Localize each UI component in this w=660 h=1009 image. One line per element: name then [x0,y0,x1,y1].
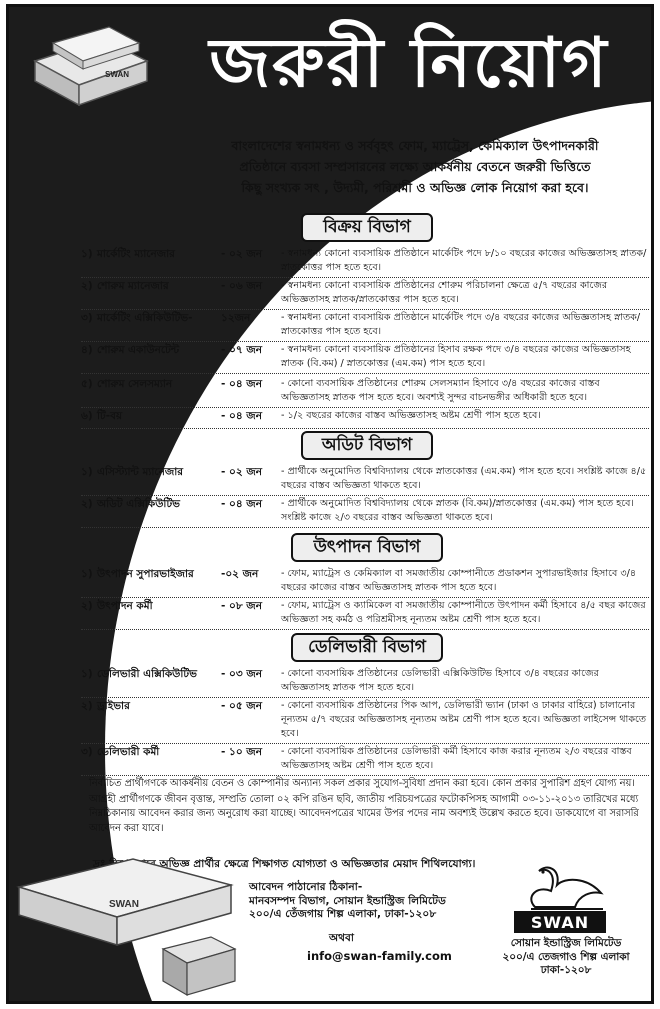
post-requirement: - প্রার্থীকে অনুমোদিত বিশ্ববিদ্যালয় থেকে স্নাতকোত্তর (এম.কম) পাস হতে হবে। সংশ্লিষ্ট কাজে ৪/৫ বছরের বাস্তব অভিজ্ঞতা থাকতে হবে। [281,466,647,491]
post-count: - ০৩ জন [221,668,262,680]
post-count: - ০২ জন [221,248,262,260]
job-row [81,699,649,744]
post-title: মার্কেটিং ম্যানেজার [97,248,175,260]
post-requirement: - কোনো ব্যবসায়িক প্রতিষ্ঠানের ডেলিভারী কর্মী হিসাবে কাজ করার নূন্যতম ২/৩ বছরের বাস্তব অভিজ্ঞতাসহ অষ্টম শ্রেণী পাস হতে হবে। [281,746,632,771]
special-note: দ্রঃ বিশেষভাবে অভিজ্ঞ প্রার্থীর ক্ষেত্রে শিক্ষাগত যোগ্যতা ও অভিজ্ঞতার মেয়াদ শিথিলযোগ্য। [93,858,476,870]
post-title: এসিস্ট্যান্ট ম্যানেজার [97,466,184,478]
post-title: শোরুম ম্যানেজার [97,280,169,292]
mattress-illustration-bottom [13,845,239,1004]
dept-header-audit: অডিট বিভাগ [301,431,433,460]
post-count: - ১০ জন [221,746,262,758]
company-line: ২০০/এ তেজগাও শিল্প এলাকা [502,950,630,963]
post-title: ড্রাইভার [97,700,130,712]
post-requirement: - স্বনামধন্য কোনো ব্যবসায়িক প্রতিষ্ঠানের শোরুম পরিচালনা ক্ষেত্রে ৫/৭ বছরের কাজের অভিজ্ঞতাসহ স্নাতক/স্নাতকোত্তর পাস হতে হবে। [281,280,608,305]
address-line: ২০০/এ তেঁজগায় শিল্প এলাকা, ঢাকা-১২০৮ [249,908,437,920]
post-requirement: - ১/২ বছরের কাজের বাস্তব অভিজ্ঞতাসহ অষ্টম শ্রেণী পাস হতে হবে। [281,410,541,421]
row-number: ৫) [81,378,93,390]
post-requirement: - কোনো ব্যবসায়িক প্রতিষ্ঠানের ডেলিভারী এক্সিকিউটিভ হিসাবে ৩/৪ বছরের কাজের অভিজ্ঞতাসহ স্নাতক পাস হতে হবে। [281,668,599,693]
row-number: ৬) [81,410,93,422]
post-count: ১২জন [221,312,251,324]
row-number: ১) [81,568,93,580]
post-title: ডেলিভারী এক্সিকিউটিভ [97,668,197,680]
post-title: উৎপাদন কর্মী [97,600,153,612]
row-number: ১) [81,248,93,260]
post-count: -০২ জন [221,568,259,580]
post-count: - ০৪ জন [221,410,262,422]
post-requirement: - ফোম, ম্যাট্রেস ও কেমিক্যাল বা সমজাতীয় কোম্পানীতে প্রডাকশন সুপারভাইজার হিসাবে ৩/৪ বছরের কাজের বাস্তব অভিজ্ঞতাসহ স্নাতক পাস হতে হবে। [281,568,637,593]
row-number: ২) [81,700,93,712]
job-row [81,409,649,429]
terms-paragraph: আগ্রহী প্রার্থীগণকে জীবন বৃত্তান্ত, সম্প্রতি তোলা ০২ কপি রঙিন ছবি, জাতীয় পরিচয়পত্রের ফটোকপিসহ আগামী ০৩-১১-২০১৩ তারিখের মধ্যে নিম্নঠিকানায় আবেদন করার জন্য অনুরোধ করা যাচ্ছে। আবেদনপত্রের খামের উপর পদের নাম অবশ্যই উল্লেখ করতে হবে। ডাকযোগে বা সরাসরি আবেদন করা যাবে। [89,793,639,834]
post-title: ডেলিভারী কর্মী [97,746,160,758]
intro-line: কিছু সংখ্যক সৎ , উদ্যমী, পরিশ্রমী ও অভিজ্ঞ লোক নিয়োগ করা হবে। [241,180,589,195]
intro-line: বাংলাদেশের স্বনামধন্য ও সর্ববৃহৎ ফোম, ম্যাট্রেস, কেমিক্যাল উৎপাদনকারী [231,138,599,153]
company-line: সোয়ান ইন্ডাস্ট্রিজ লিমিটেড [510,937,622,949]
post-requirement: - প্রার্থীকে অনুমোদিত বিশ্ববিদ্যালয় থেকে স্নাতক (বি.কম)/স্নাতকোত্তর (এম.কম) পাস হতে হবে। সংশ্লিষ্ট কাজে ২/৩ বছরের বাস্তব অভিজ্ঞতা থাকতে হবে। [281,498,634,523]
terms-text [89,777,649,837]
or-text: অথবা [329,932,355,944]
address-line: আবেদন পাঠানোর ঠিকানা- [249,881,363,893]
post-count: - ০৭ জন [221,344,262,356]
row-number: ৩) [81,746,93,758]
brand-logo-text: SWAN [514,911,606,933]
post-title: শোরুম একাউনটেন্ট [97,344,180,356]
job-row [81,343,649,374]
row-number: ১) [81,466,93,478]
post-requirement: - কোনো ব্যবসায়িক প্রতিষ্ঠানের পিক আপ, ডেলিভারী ভ্যান (ঢাকা ও ঢাকার বাহিরে) চালানোর নূন্যতম ৫/৭ বছরের অভিজ্ঞতাসহ নূন্যতম অষ্টম শ্রেণী পাস হতে হবে। অভিজ্ঞতা লাইসেন্স থাকতে হবে। [281,700,647,739]
row-number: ৩) [81,312,93,324]
company-address [477,937,654,978]
intro-text [181,135,649,198]
post-requirement: - স্বনামধন্য কোনো ব্যবসায়িক প্রতিষ্ঠানে মার্কেটিং পদে ৩/৪ বছরের কাজের অভিজ্ঞতাসহ স্নাতক/স্নাতকোত্তর পাস হতে হবে। [281,312,641,337]
job-row [81,599,649,630]
row-number: ২) [81,498,93,510]
row-number: ১) [81,668,93,680]
row-number: ২) [81,600,93,612]
mattress-brand-label-top: SWAN [105,70,129,79]
post-requirement: - স্বনামধন্য কোনো ব্যবসায়িক প্রতিষ্ঠানের হিসাব রক্ষক পদে ৩/৪ বছরের কাজের অভিজ্ঞতাসহ স্নাতক (বি.কম) / স্নাতকোত্তর (এম.কম) পাস হতে হবে। [281,344,631,369]
job-row [81,247,649,278]
dept-header-production: উৎপাদন বিভাগ [291,533,443,562]
post-title: অডিট এক্সিকিউটিভ [97,498,180,510]
row-number: ৪) [81,344,93,356]
post-requirement: - স্বনামধন্য কোনো ব্যবসায়িক প্রতিষ্ঠানে মার্কেটিং পদে ৮/১০ বছরের কাজের অভিজ্ঞতাসহ স্নাতক/স্নাতকোত্তর পাস হতে হবে। [281,248,647,273]
job-row [81,497,649,528]
post-count: - ০৮ জন [221,600,262,612]
post-requirement: - কোনো ব্যবসায়িক প্রতিষ্ঠানের শোরুম সেলসম্যান হিসাবে ৩/৪ বছরের কাজের বাস্তব অভিজ্ঞতাসহ স্নাতক পাস হতে হবে। অবশ্যই সুন্দর বাচনভঙ্গীর অধিকারী হতে হবে। [281,378,600,403]
post-requirement: - ফোম, ম্যাট্রেস ও ক্যামিকেল বা সমজাতীয় কোম্পানীতে উৎপাদন কর্মী হিসাবে ৪/৫ বছর কাজের অভিজ্ঞতা সহ কর্মঠ ও পরিশ্রমীসহ নূন্যতম অষ্টম শ্রেণী পাস হতে হবে। [281,600,646,625]
post-title: মার্কেটিং এক্সিকিউটিভ- [97,312,193,324]
job-row [81,465,649,496]
post-count: - ০৬ জন [221,280,262,292]
post-count: - ০৪ জন [221,498,262,510]
job-row [81,377,649,408]
post-count: - ০৫ জন [221,700,262,712]
post-count: - ০৪ জন [221,378,262,390]
terms-paragraph: নির্বাচিত প্রার্থীগণকে আকর্ষনীয় বেতন ও কোম্পানীর অন্যান্য সকল প্রকার সুযোগ-সুবিধা প্রদান করা হবে। কোন প্রকার সুপারিশ গ্রহণ যোগ্য নয়। [89,778,635,789]
post-title: উৎপাদন সুপারভাইজার [97,568,194,580]
company-line: ঢাকা-১২০৮ [540,964,592,976]
advertisement [6,4,654,1004]
email-link[interactable]: info@swan-family.com [307,949,452,963]
job-row [81,311,649,342]
application-address [249,881,499,922]
row-number: ২) [81,280,93,292]
post-title: টি-বয় [97,410,123,422]
mattress-illustration-top [25,21,155,117]
job-row [81,567,649,598]
post-title: শোরুম সেলসম্যান [97,378,173,390]
job-row [81,745,649,776]
swan-logo-icon [517,863,609,913]
post-count: - ০২ জন [221,466,262,478]
dept-header-delivery: ডেলিভারী বিভাগ [291,633,443,662]
headline: জরুরী নিয়োগ [209,23,609,103]
address-line: মানবসম্পদ বিভাগ, সোয়ান ইন্ডাস্ট্রিজ লিমিটেড [249,894,446,907]
dept-header-sales: বিক্রয় বিভাগ [301,213,433,242]
job-row [81,667,649,698]
mattress-brand-label-bottom: SWAN [109,899,139,910]
intro-line: প্রতিষ্ঠানে ব্যবসা সম্প্রসারনের লক্ষ্যে আকর্ষনীয় বেতনে জরুরী ভিত্তিতে [239,159,591,174]
job-row [81,279,649,310]
